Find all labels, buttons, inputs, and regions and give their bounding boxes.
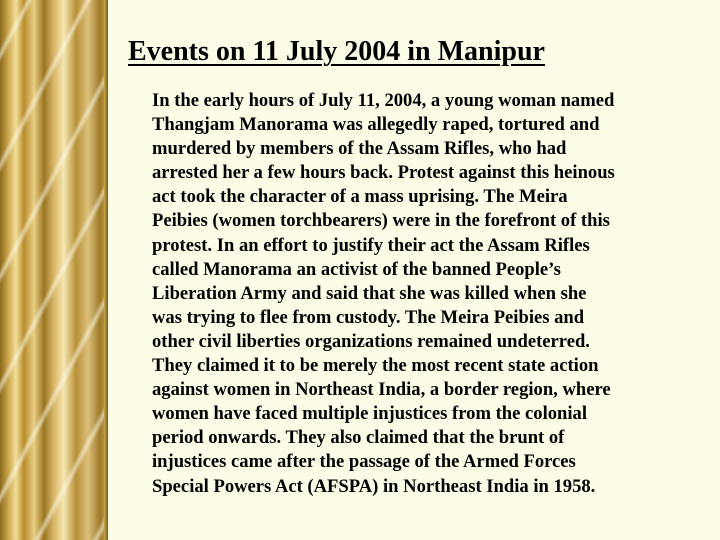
body-line: act took the character of a mass uprising. The Meira [152, 186, 568, 208]
body-line: murdered by members of the Assam Rifles, who had [152, 138, 567, 160]
body-line: Liberation Army and said that she was killed when she [152, 282, 587, 304]
body-line: period onwards. They also claimed that the brunt of [152, 427, 565, 449]
body-line: other civil liberties organizations remained undeterred. [152, 330, 590, 352]
body-line: women have faced multiple injustices from the colonial [152, 403, 588, 425]
body-line: was trying to flee from custody. The Meira Peibies and [152, 306, 585, 328]
body-line: against women in Northeast India, a border region, where [152, 379, 611, 401]
body-line: Thangjam Manorama was allegedly raped, tortured and [152, 114, 600, 136]
gold-border-decoration [0, 0, 108, 540]
body-line: Peibies (women torchbearers) were in the forefront of this [152, 210, 610, 232]
body-line: injustices came after the passage of the Armed Forces [152, 451, 576, 473]
slide-title: Events on 11 July 2004 in Manipur [128, 36, 545, 67]
body-line: In the early hours of July 11, 2004, a young woman named [152, 90, 615, 111]
body-line: Special Powers Act (AFSPA) in Northeast India in 1958. [152, 475, 596, 497]
body-line: They claimed it to be merely the most recent state action [152, 355, 599, 377]
body-line: arrested her a few hours back. Protest against this heinous [152, 162, 615, 184]
body-line: protest. In an effort to justify their act the Assam Rifles [152, 234, 590, 256]
slide-body-text [152, 89, 708, 499]
body-line: called Manorama an activist of the banned People’s [152, 258, 561, 280]
